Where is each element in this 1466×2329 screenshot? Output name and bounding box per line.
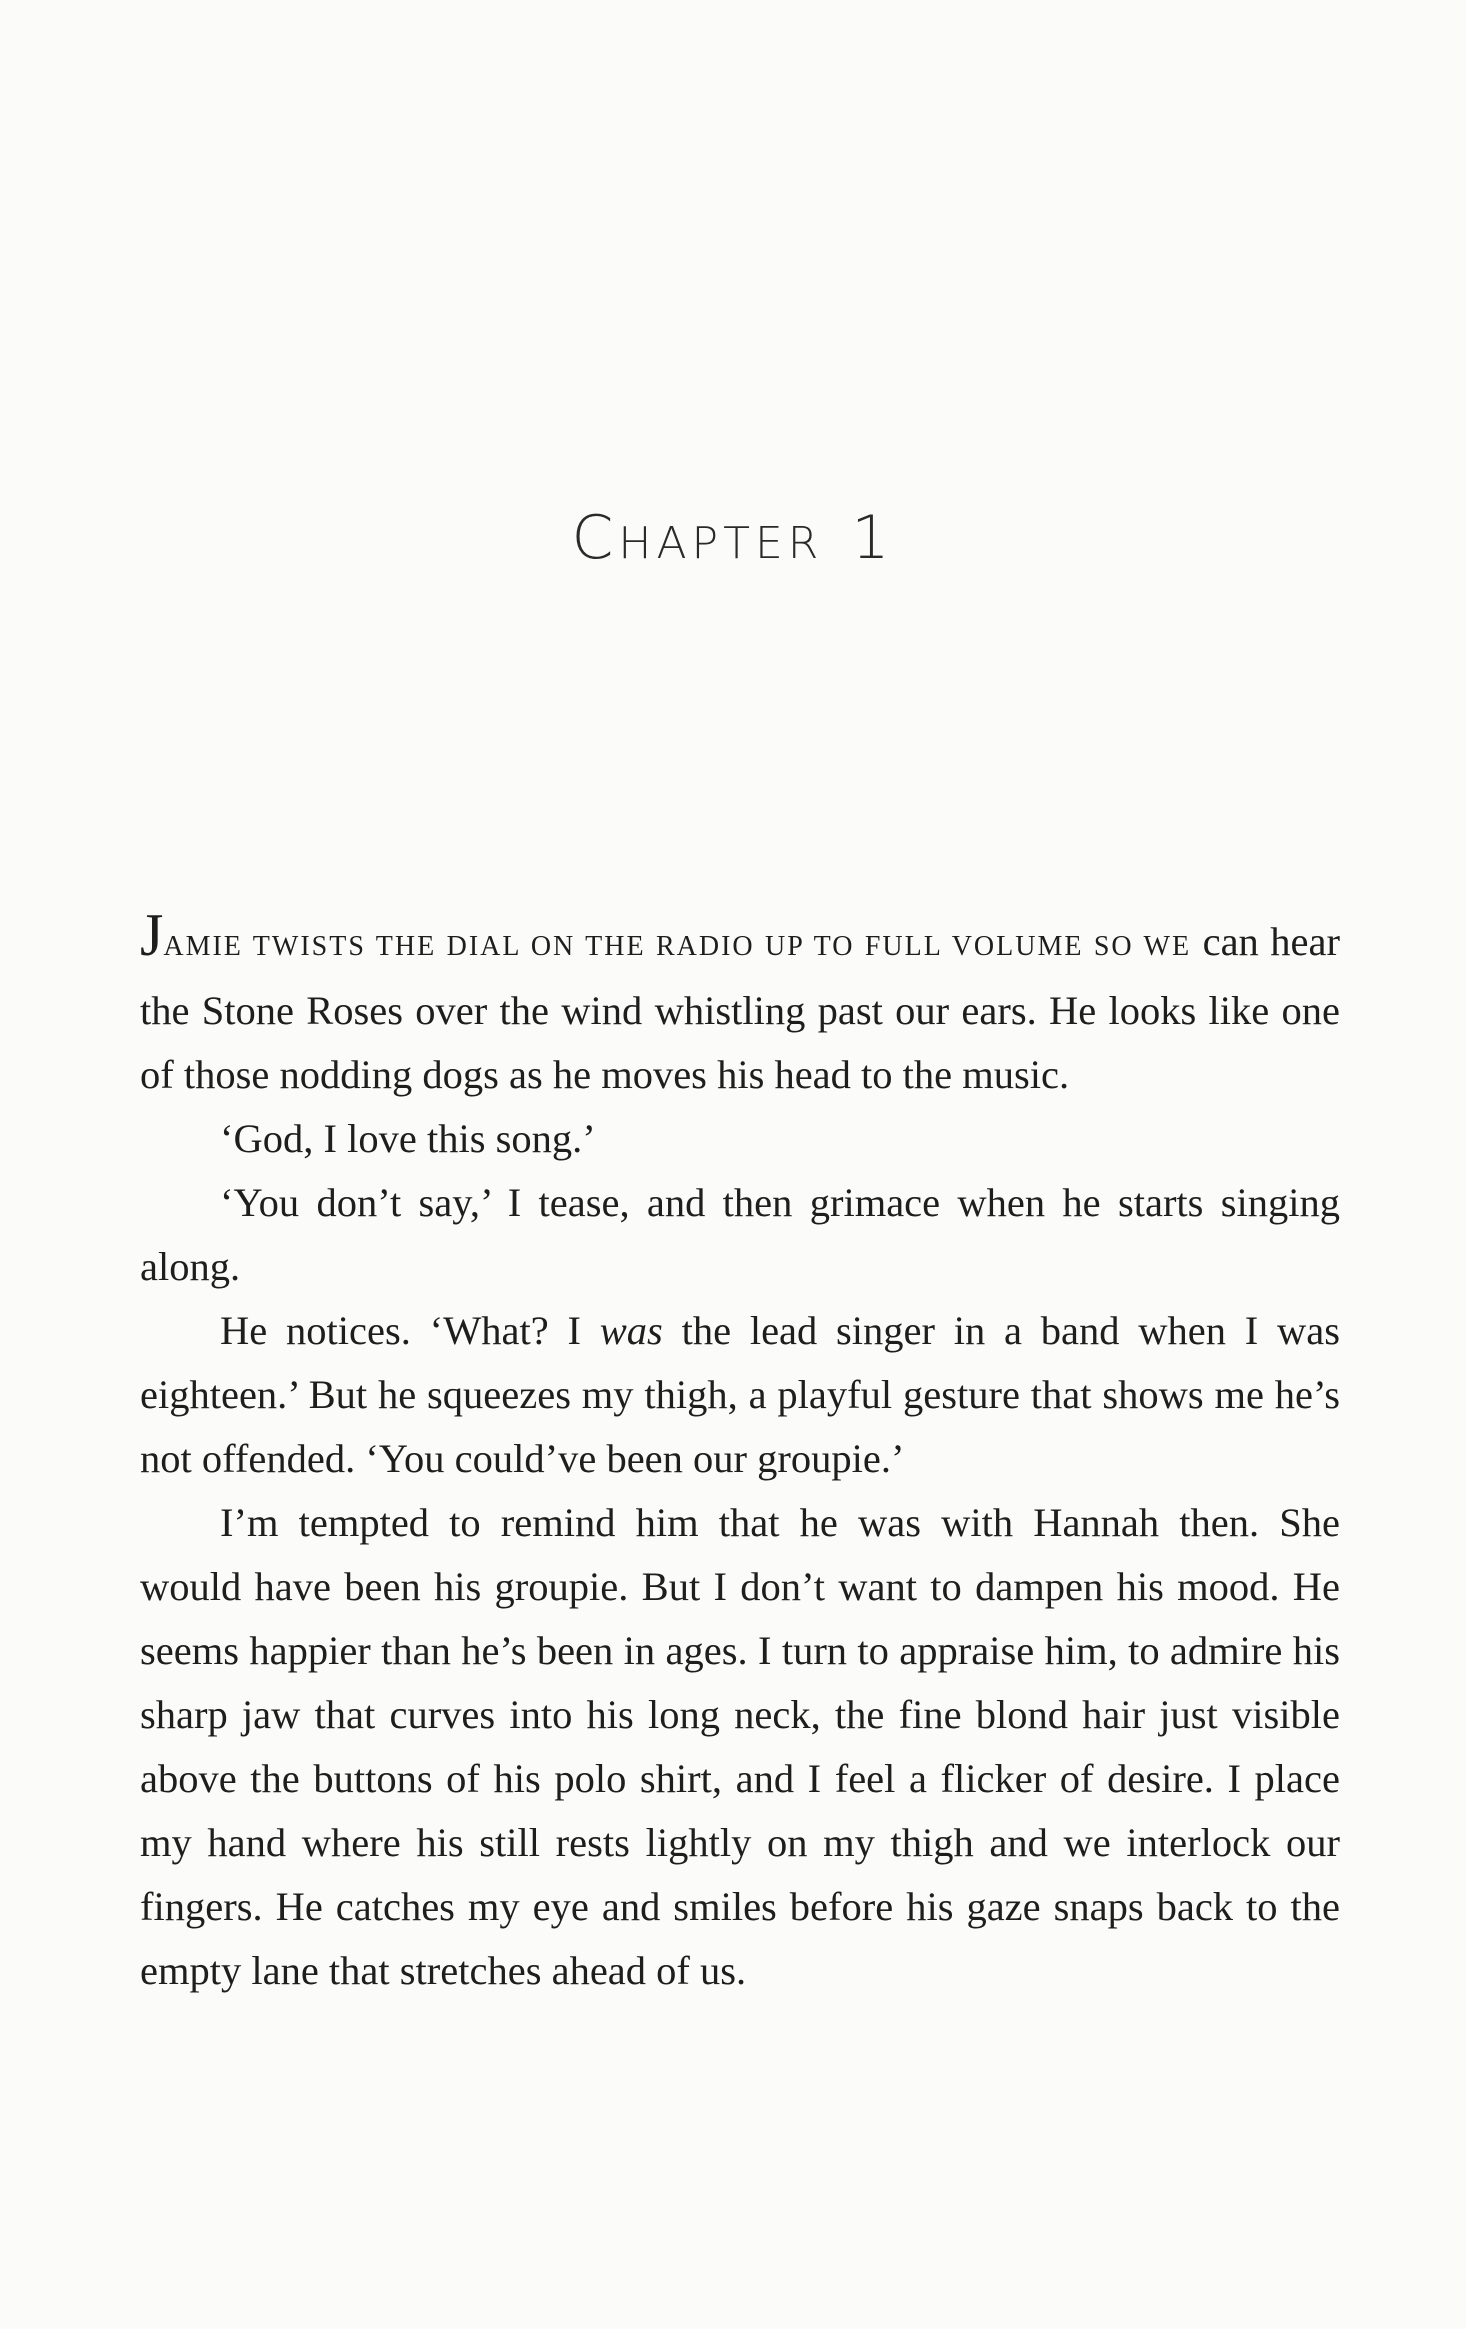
- chapter-title-rest: HAPTER: [618, 518, 824, 569]
- chapter-title: [0, 503, 1466, 573]
- chapter-body: [140, 902, 1340, 2003]
- paragraph-1: [140, 902, 1340, 1107]
- paragraph-3: ‘You don’t say,’ I tease, and then grimace when he starts singing along.: [140, 1180, 1340, 1289]
- paragraph-1-text: can hear the Stone Roses over the wind whistling past our ears. He looks like one of those nodding dogs as he moves his head to the music.: [140, 919, 1340, 1097]
- paragraph-4-emphasis: was: [599, 1308, 663, 1353]
- paragraph-5: I’m tempted to remind him that he was with Hannah then. She would have been his groupie. But I don’t want to dampen his mood. He seems happier than he’s been in ages. I turn to appraise him, to admire his sharp jaw that curves into his long neck, the fine blond hair just visible above the buttons of his polo shirt, and I feel a flicker of desire. I place my hand where his still rests lightly on my thigh and we interlock our fingers. He catches my eye and smiles before his gaze snaps back to the empty lane that stretches ahead of us.: [140, 1500, 1340, 1993]
- opening-small-caps: AMIE TWISTS THE DIAL ON THE RADIO UP TO FULL VOLUME SO WE: [163, 931, 1192, 962]
- chapter-number: 1: [851, 503, 895, 573]
- drop-cap: J: [140, 902, 164, 968]
- paragraph-2: ‘God, I love this song.’: [220, 1116, 596, 1161]
- paragraph-4-after: the lead singer in a band when I was eighteen.’ But he squeezes my thigh, a playful gesture that shows me he’s not offended. ‘You could’ve been our groupie.’: [140, 1308, 1340, 1481]
- paragraph-4: [140, 1299, 1340, 1491]
- chapter-title-initial: C: [571, 503, 619, 573]
- paragraph-4-before: He notices. ‘What? I: [220, 1308, 600, 1353]
